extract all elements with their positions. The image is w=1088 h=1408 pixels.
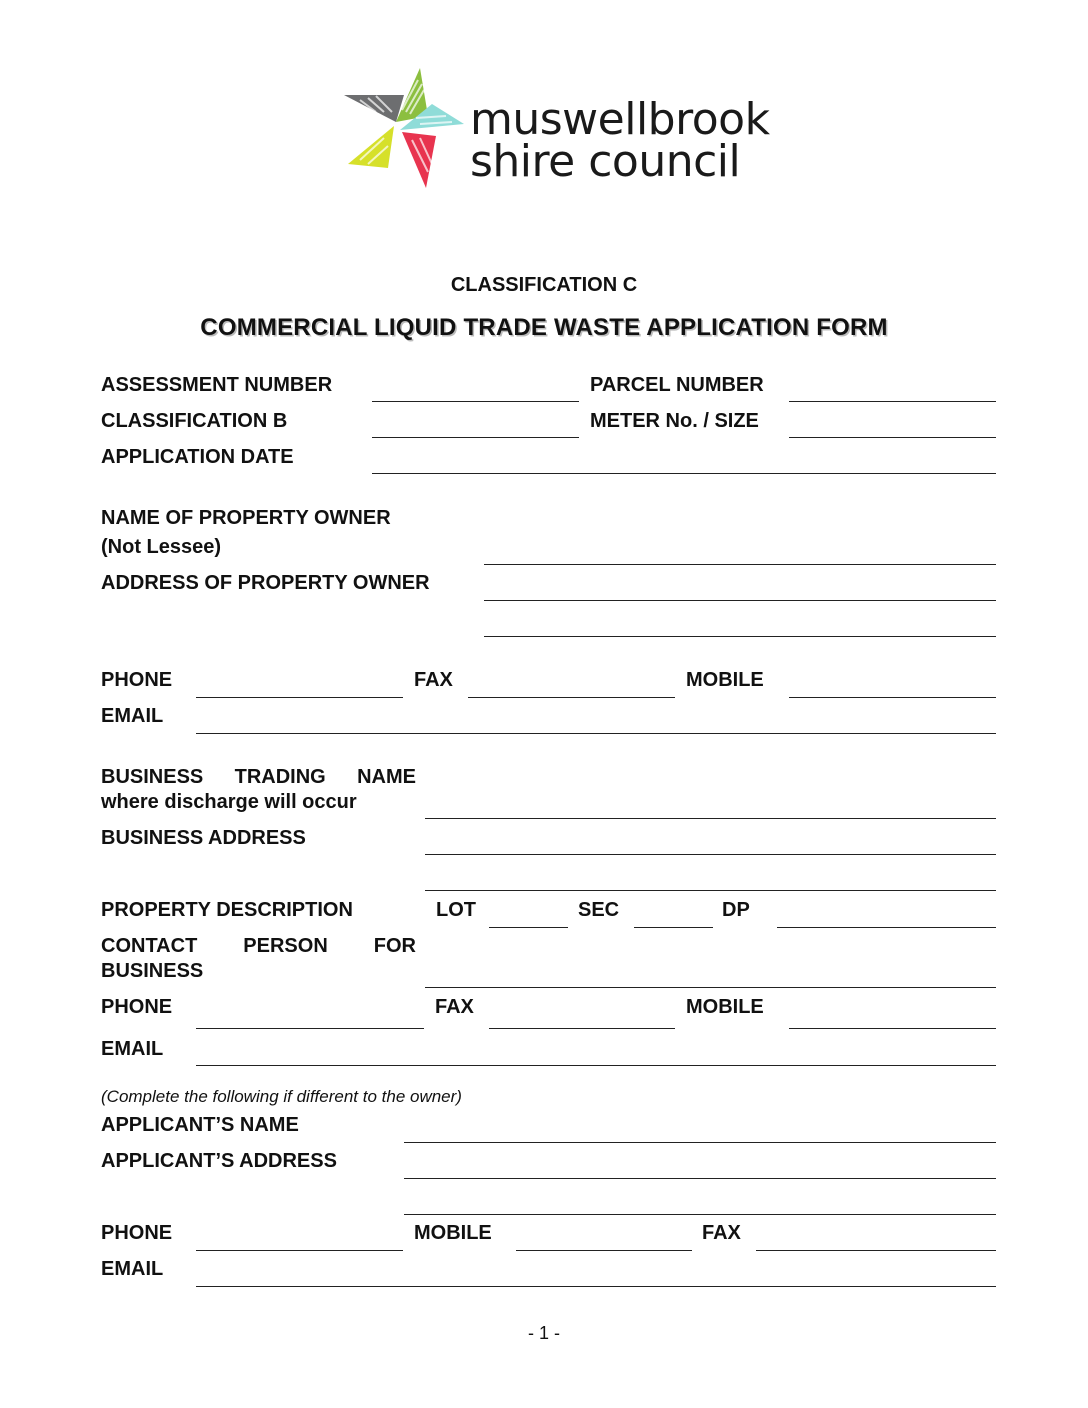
assessment-number-field[interactable] — [372, 401, 579, 402]
applicant-phone-label: PHONE — [101, 1222, 173, 1244]
council-logo — [336, 60, 776, 195]
sec-field[interactable] — [634, 927, 713, 928]
parcel-number-field[interactable] — [789, 401, 996, 402]
applicant-name-label: APPLICANT’S NAME — [101, 1114, 299, 1136]
classification-b-field[interactable] — [372, 437, 579, 438]
assessment-number-label: ASSESSMENT NUMBER — [101, 374, 333, 396]
applicant-fax-field[interactable] — [756, 1250, 996, 1251]
business-address-field-1[interactable] — [425, 854, 996, 855]
lot-field[interactable] — [489, 927, 568, 928]
dp-label: DP — [722, 899, 750, 921]
logo-text-line2: shire council — [470, 136, 741, 187]
owner-mobile-label: MOBILE — [686, 669, 764, 691]
applicant-address-field-2[interactable] — [404, 1214, 996, 1215]
business-email-label: EMAIL — [101, 1038, 164, 1060]
business-address-field-2[interactable] — [425, 890, 996, 891]
classification-b-label: CLASSIFICATION B — [101, 410, 288, 432]
business-trading-name-field[interactable] — [425, 818, 996, 819]
contact-person-label-line2: BUSINESS — [101, 960, 204, 982]
applicant-mobile-field[interactable] — [516, 1250, 692, 1251]
contact-word-1: CONTACT — [101, 935, 198, 957]
owner-address-field-2[interactable] — [484, 636, 996, 637]
applicant-email-label: EMAIL — [101, 1258, 164, 1280]
applicant-name-field[interactable] — [404, 1142, 996, 1143]
logo-text-line1: muswellbrook — [470, 94, 770, 145]
page-number: - 1 - — [527, 1323, 560, 1343]
contact-word-2: PERSON — [243, 935, 328, 957]
owner-fax-field[interactable] — [468, 697, 675, 698]
owner-phone-field[interactable] — [196, 697, 403, 698]
parcel-number-label: PARCEL NUMBER — [590, 374, 764, 396]
contact-person-field[interactable] — [425, 987, 996, 988]
owner-email-field[interactable] — [196, 733, 996, 734]
business-phone-field[interactable] — [196, 1028, 424, 1029]
owner-phone-label: PHONE — [101, 669, 173, 691]
owner-address-field-1[interactable] — [484, 600, 996, 601]
property-description-label: PROPERTY DESCRIPTION — [101, 899, 353, 921]
lot-label: LOT — [436, 899, 476, 921]
applicant-phone-field[interactable] — [196, 1250, 403, 1251]
business-phone-label: PHONE — [101, 996, 173, 1018]
business-email-field[interactable] — [196, 1065, 996, 1066]
form-title: COMMERCIAL LIQUID TRADE WASTE APPLICATION FORM — [200, 314, 888, 341]
application-date-field[interactable] — [372, 473, 996, 474]
applicant-address-label: APPLICANT’S ADDRESS — [101, 1150, 337, 1172]
trading-word-3: NAME — [357, 766, 416, 788]
contact-word-3: FOR — [373, 935, 416, 957]
dp-field[interactable] — [777, 927, 996, 928]
owner-mobile-field[interactable] — [789, 697, 996, 698]
classification-heading: CLASSIFICATION C — [450, 274, 638, 296]
trading-word-2: TRADING — [234, 766, 326, 788]
owner-fax-label: FAX — [414, 669, 453, 691]
meter-size-field[interactable] — [789, 437, 996, 438]
applicant-address-field-1[interactable] — [404, 1178, 996, 1179]
meter-size-label: METER No. / SIZE — [590, 410, 759, 432]
owner-address-label: ADDRESS OF PROPERTY OWNER — [101, 572, 430, 594]
sec-label: SEC — [578, 899, 620, 921]
applicant-fax-label: FAX — [702, 1222, 741, 1244]
application-date-label: APPLICATION DATE — [101, 446, 294, 468]
business-mobile-field[interactable] — [789, 1028, 996, 1029]
owner-name-note: (Not Lessee) — [101, 536, 222, 558]
owner-name-label: NAME OF PROPERTY OWNER — [101, 507, 391, 529]
business-trading-name-label — [101, 765, 416, 789]
contact-person-label — [101, 934, 416, 958]
business-fax-label: FAX — [435, 996, 474, 1018]
applicant-mobile-label: MOBILE — [414, 1222, 492, 1244]
business-fax-field[interactable] — [489, 1028, 675, 1029]
business-mobile-label: MOBILE — [686, 996, 764, 1018]
business-address-label: BUSINESS ADDRESS — [101, 827, 306, 849]
star-logo-icon — [336, 60, 471, 195]
owner-name-field[interactable] — [484, 564, 996, 565]
trading-word-1: BUSINESS — [101, 766, 204, 788]
owner-email-label: EMAIL — [101, 705, 164, 727]
business-trading-name-note: where discharge will occur — [101, 791, 357, 813]
applicant-note: (Complete the following if different to the owner) — [101, 1087, 462, 1106]
applicant-email-field[interactable] — [196, 1286, 996, 1287]
